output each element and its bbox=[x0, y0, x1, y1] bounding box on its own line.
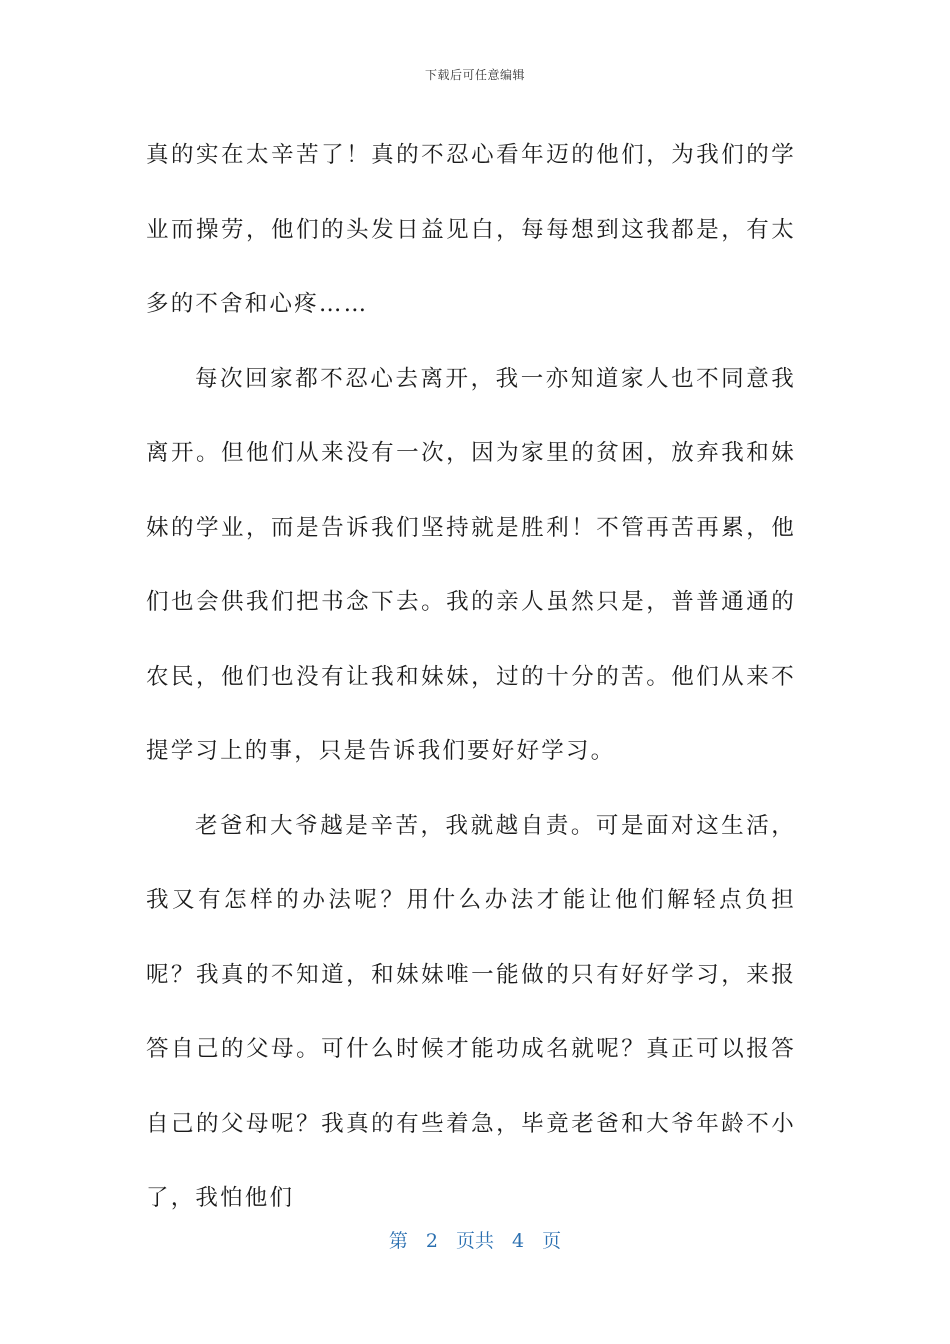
footer-suffix: 页 bbox=[542, 1230, 562, 1252]
paragraph-1: 真的实在太辛苦了！真的不忍心看年迈的他们，为我们的学业而操劳，他们的头发日益见白，每每想到这我都是，有太多的不舍和心疼…… bbox=[146, 142, 796, 317]
page-number-footer bbox=[0, 1226, 950, 1253]
current-page-number: 2 bbox=[425, 1230, 438, 1252]
paragraph-3: 老爸和大爷越是辛苦，我就越自责。可是面对这生活，我又有怎样的办法呢？用什么办法才能让他们解轻点负担呢？我真的不知道，和妹妹唯一能做的只有好好学习，来报答自己的父母。可什么时候才能功成名就呢？真正可以报答自己的父母呢？我真的有些着急，毕竟老爸和大爷年龄不小了，我怕他们 bbox=[146, 812, 796, 1211]
footer-middle: 页共 bbox=[455, 1230, 494, 1252]
page-header: 下载后可任意编辑 bbox=[424, 68, 525, 82]
paragraph-2: 每次回家都不忍心去离开，我一亦知道家人也不同意我离开。但他们从来没有一次，因为家里的贫困，放弃我和妹妹的学业，而是告诉我们坚持就是胜利！不管再苦再累，他们也会供我们把书念下去。我的亲人虽然只是，普普通通的农民，他们也没有让我和妹妹，过的十分的苦。他们从来不提学习上的事，只是告诉我们要好好学习。 bbox=[146, 365, 796, 764]
footer-prefix: 第 bbox=[388, 1230, 408, 1252]
document-body bbox=[146, 118, 796, 1236]
total-pages-number: 4 bbox=[512, 1230, 525, 1252]
